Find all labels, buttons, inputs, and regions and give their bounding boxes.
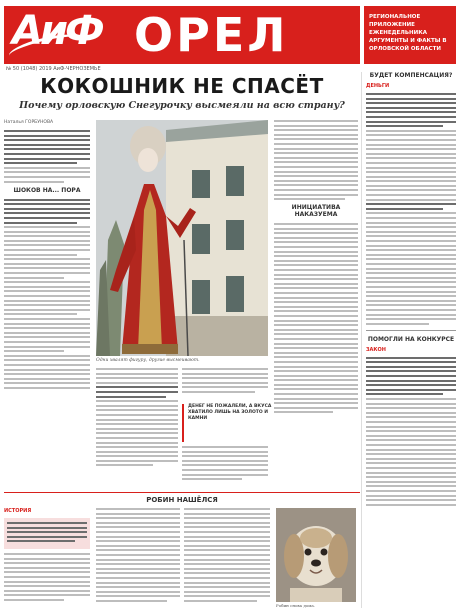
article-author: Наталья ГОРБУНОВА <box>4 120 54 125</box>
aif-logo[interactable] <box>6 8 102 62</box>
article-column-4 <box>274 120 358 488</box>
bottom-rubric: ИСТОРИЯ <box>4 508 32 514</box>
sidebar-title-2: ПОМОГЛИ НА КОНКУРСЕ <box>367 335 455 343</box>
article-subhead: Почему орловскую Снегурочку высмеяли на всю страну? <box>19 100 345 111</box>
article-column-3-top <box>182 368 268 402</box>
bottom-column-1 <box>4 508 90 608</box>
article-column-3-bottom <box>182 446 268 488</box>
article-column-1 <box>4 130 90 486</box>
photo-caption: Одни хвалят фигуру, другие высмеивают. <box>96 358 200 363</box>
article-column-2 <box>96 368 178 488</box>
snow-maiden-photo <box>96 120 268 356</box>
subtitle-2: ИНИЦИАТИВА НАКАЗУЕМА <box>291 204 341 219</box>
bottom-column-3 <box>184 508 270 608</box>
city-title: ОРЕЛ <box>134 8 289 62</box>
logo-text: АиФ <box>12 8 102 54</box>
sidebar-separator <box>366 330 456 331</box>
subtitle-1: ШОКОВ НА... ПОРА <box>13 186 81 194</box>
bottom-column-2 <box>96 508 180 608</box>
dog-photo <box>276 508 356 602</box>
bottom-section-title: РОБИН НАШЁЛСЯ <box>146 496 218 504</box>
article-headline: КОКОШНИК НЕ СПАСЁТ <box>40 74 324 98</box>
dog-caption: Робин снова дома. <box>276 603 315 608</box>
sidebar <box>366 72 456 608</box>
issue-info: № 50 (1048) 2019 АиФ-ЧЕРНОЗЕМЬЕ <box>6 66 101 72</box>
section-divider <box>4 492 360 493</box>
sidebar-rubric-1: ДЕНЬГИ <box>366 83 390 89</box>
pull-quote-text: ДЕНЕГ НЕ ПОЖАЛЕЛИ, А ВКУСА ХВАТИЛО ЛИШЬ НА ЗОЛОТО И КАМНИ <box>188 404 272 422</box>
pull-quote <box>182 404 272 442</box>
dog-illustration <box>276 508 356 602</box>
snow-maiden-illustration <box>96 120 268 356</box>
supplement-label: РЕГИОНАЛЬНОЕ ПРИЛОЖЕНИЕ ЕЖЕНЕДЕЛЬНИКА АРГУМЕНТЫ И ФАКТЫ В ОРЛОВСКОЙ ОБЛАСТИ <box>364 6 456 64</box>
sidebar-title-1: БУДЕТ КОМПЕНСАЦИЯ? <box>369 72 453 79</box>
sidebar-rubric-2: ЗАКОН <box>366 346 386 353</box>
masthead <box>4 6 360 64</box>
sidebar-divider <box>361 72 362 608</box>
lead-box <box>4 518 90 549</box>
